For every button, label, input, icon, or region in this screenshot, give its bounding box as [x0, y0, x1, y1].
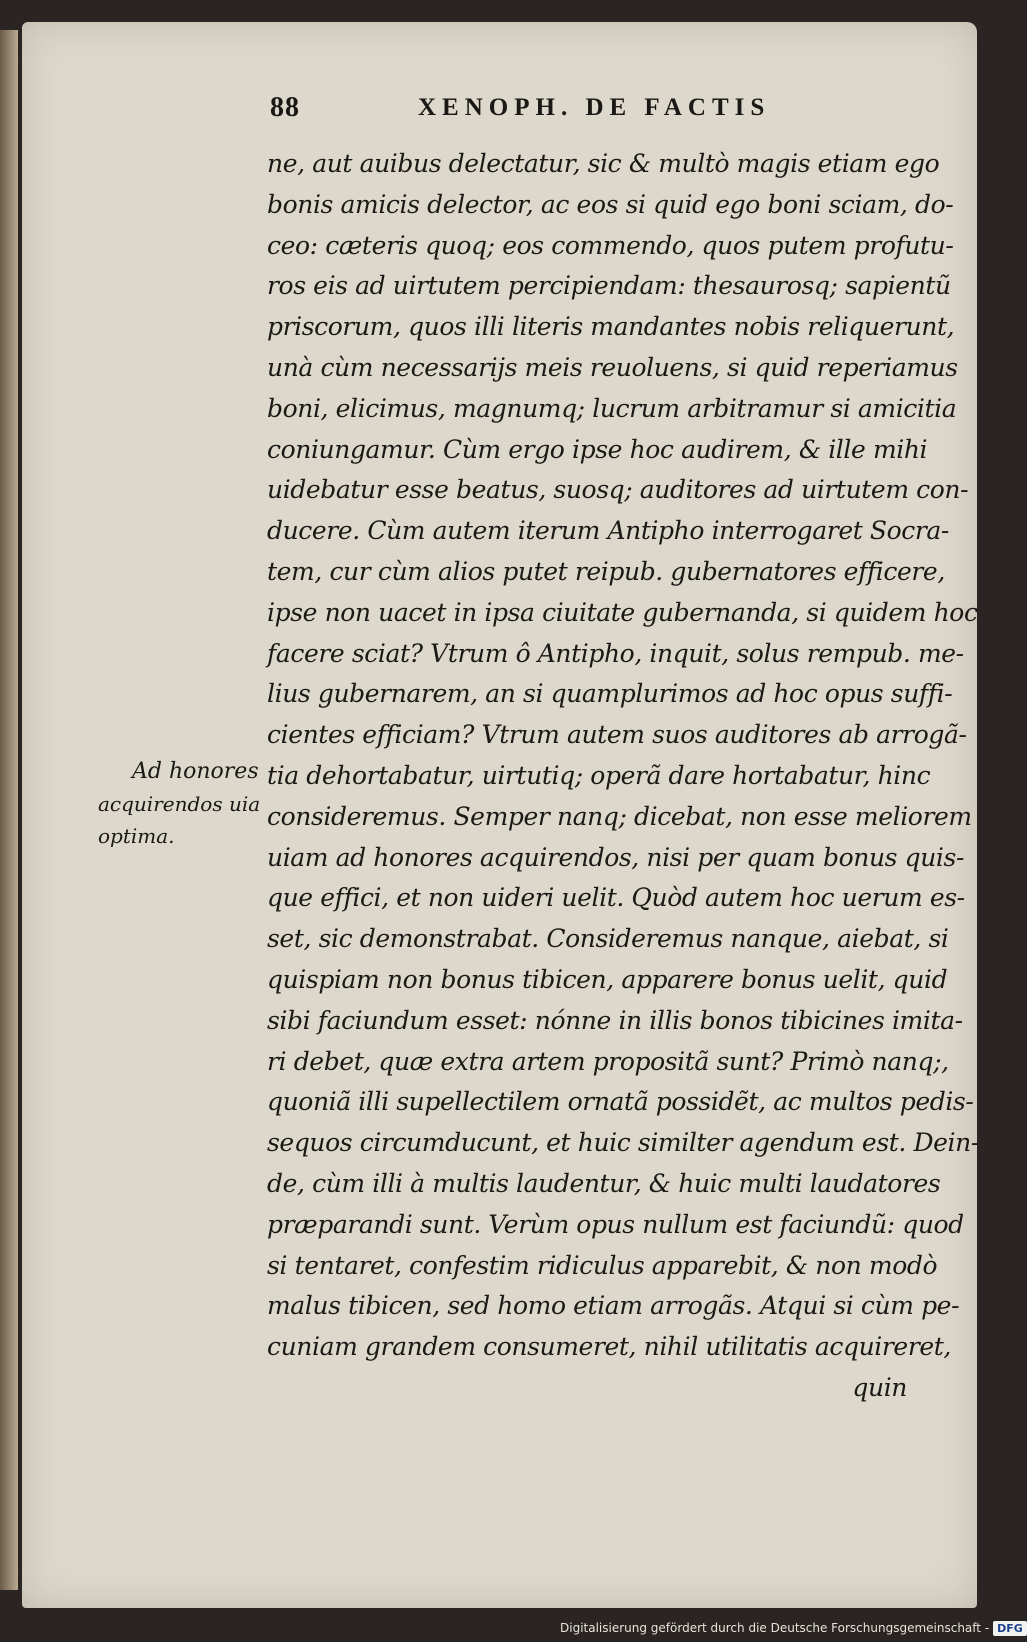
text-line: ceo: cæteris quoq; eos commendo, quos putem profutu- — [267, 230, 954, 260]
text-line: set, sic demonstrabat. Consideremus nanque, aiebat, si — [267, 924, 949, 954]
text-line: quoniã illi supellectilem ornatã possidẽt, ac multos pedis- — [267, 1087, 974, 1117]
running-head: XENOPH. DE FACTIS — [418, 94, 771, 121]
text-line: tem, cur cùm alios putet reipub. gubernatores efficere, — [267, 556, 945, 586]
text-line: ipse non uacet in ipsa ciuitate gubernanda, si quidem hoc — [267, 597, 978, 627]
text-line: uidebatur esse beatus, suosq; auditores ad uirtutem con- — [267, 475, 969, 505]
text-line: ros eis ad uirtutem percipiendam: thesaurosq; sapientũ — [267, 271, 951, 301]
text-line: unà cùm necessarijs meis reuoluens, si quid reperiamus — [267, 352, 958, 382]
text-line: coniungamur. Cùm ergo ipse hoc audirem, & ille mihi — [267, 434, 928, 464]
page-number: 88 — [270, 92, 300, 123]
adjacent-page-edge — [0, 30, 18, 1590]
text-line: tia dehortabatur, uirtutiq; operã dare hortabatur, hinc — [267, 760, 931, 790]
text-line: consideremus. Semper nanq; dicebat, non esse meliorem — [267, 801, 972, 831]
text-line: ducere. Cùm autem iterum Antipho interrogaret Socra- — [267, 516, 949, 546]
text-line: malus tibicen, sed homo etiam arrogãs. Atqui si cùm pe- — [267, 1291, 960, 1321]
text-line: que effici, et non uideri uelit. Quòd autem hoc uerum es- — [267, 883, 965, 913]
text-line: de, cùm illi à multis laudentur, & huic multi laudatores — [267, 1168, 941, 1198]
text-line: quispiam non bonus tibicen, apparere bonus uelit, quid — [267, 964, 948, 994]
text-line: bonis amicis delector, ac eos si quid ego boni sciam, do- — [267, 189, 954, 219]
text-line: sequos circumducunt, et huic similter agendum est. Dein- — [267, 1128, 979, 1158]
marginal-note-line: Ad honores — [132, 759, 259, 784]
catchword: quin — [852, 1372, 907, 1402]
dfg-logo: DFG — [993, 1621, 1027, 1636]
text-line: boni, elicimus, magnumq; lucrum arbitramur si amicitia — [267, 393, 957, 423]
credit-text: Digitalisierung gefördert durch die Deutsche Forschungsgemeinschaft - — [560, 1621, 990, 1635]
text-line: lius gubernarem, an si quamplurimos ad hoc opus suffi- — [267, 679, 953, 709]
marginal-note-line: optima. — [98, 824, 175, 848]
text-line: si tentaret, confestim ridiculus apparebit, & non modò — [267, 1250, 938, 1280]
text-line: præparandi sunt. Verùm opus nullum est faciundũ: quod — [267, 1209, 964, 1239]
text-line: sibi faciundum esset: nónne in illis bonos tibicines imita- — [267, 1005, 963, 1035]
text-line: priscorum, quos illi literis mandantes nobis reliquerunt, — [267, 312, 955, 342]
text-line: cientes efficiam? Vtrum autem suos auditores ab arrogã- — [267, 720, 967, 750]
text-line: ri debet, quæ extra artem propositã sunt? Primò nanq;, — [267, 1046, 949, 1076]
page-header — [270, 92, 810, 132]
marginal-note-line: acquirendos uia — [98, 792, 261, 816]
body-text — [267, 144, 979, 1409]
text-line: facere sciat? Vtrum ô Antipho, inquit, solus rempub. me- — [267, 638, 964, 668]
marginal-note — [98, 756, 268, 852]
text-line: uiam ad honores acquirendos, nisi per quam bonus quis- — [267, 842, 965, 872]
text-line: cuniam grandem consumeret, nihil utilitatis acquireret, — [267, 1332, 951, 1362]
digitization-credit — [560, 1618, 1027, 1638]
text-line: ne, aut auibus delectatur, sic & multò magis etiam ego — [267, 149, 940, 178]
